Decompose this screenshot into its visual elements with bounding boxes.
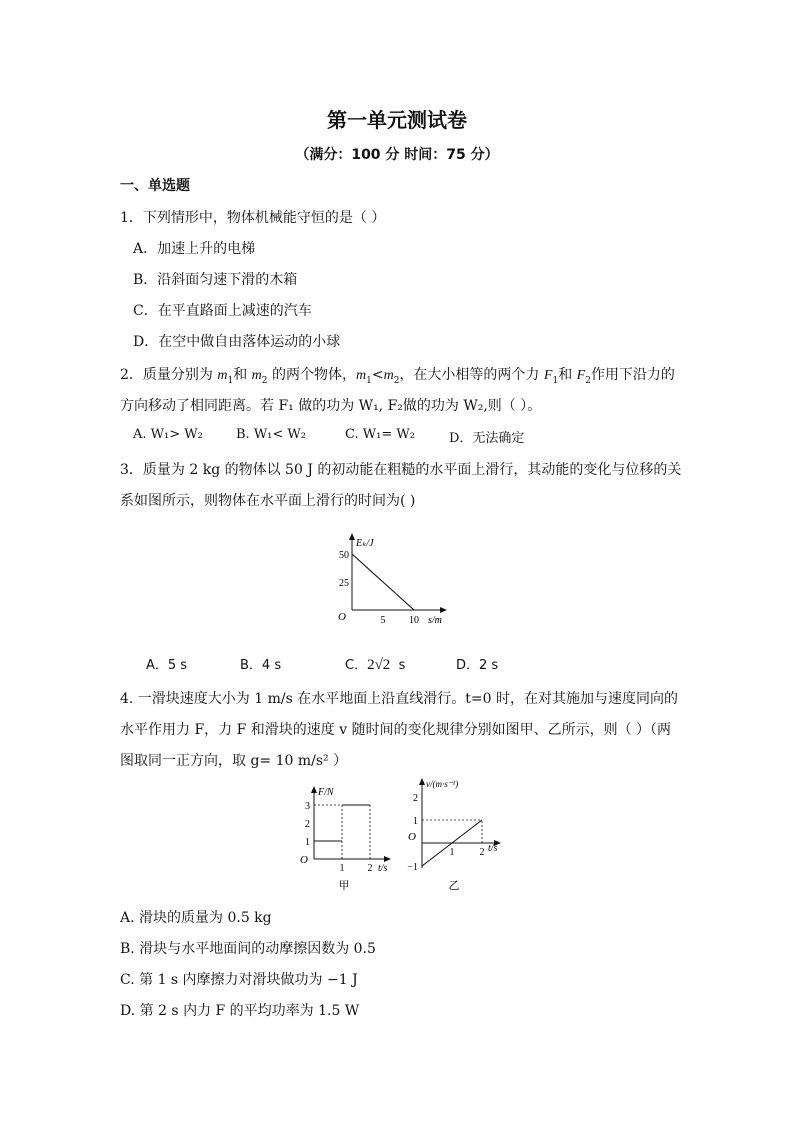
y-tick-label: 50	[339, 550, 349, 561]
question-2-line-2: 方向移动了相同距离。若 F₁ 做的功为 W₁, F₂做的功为 W₂,则（ ）。	[120, 398, 542, 414]
section-heading: 一、单选题	[120, 178, 190, 194]
origin-label: O	[338, 611, 346, 623]
x-axis-label: s/m	[428, 615, 442, 626]
y-axis-arrow	[419, 778, 425, 785]
question-1-option-d: D．在空中做自由落体运动的小球	[133, 334, 341, 350]
q3-option-c-unit: s	[398, 658, 406, 673]
q2-text-d: ，在大小相等的两个力	[399, 367, 544, 383]
y-tick-label: 1	[413, 816, 418, 827]
question-3-option-b: B．4 s	[240, 658, 282, 673]
x-tick-label: 2	[367, 863, 373, 874]
question-3-option-c	[345, 654, 405, 674]
y-axis-label: v/(m·s⁻¹)	[426, 779, 459, 789]
chart-caption: 乙	[448, 880, 460, 892]
page-title: 第一单元测试卷	[327, 108, 467, 132]
y-axis-label: F/N	[318, 787, 334, 798]
y-tick-label: 3	[305, 801, 310, 812]
x-tick-label: 10	[409, 615, 419, 626]
question-3-option-a: A．5 s	[146, 658, 188, 673]
origin-label: O	[408, 831, 416, 843]
chart-caption: 甲	[338, 880, 350, 892]
q2-text-a: 2．质量分别为	[120, 367, 218, 383]
x-axis-arrow	[440, 607, 447, 613]
question-4-line-1: 4. 一滑块速度大小为 1 m/s 在水平地面上沿直线滑行。t=0 时，在对其施加与速度同向的	[120, 691, 678, 707]
question-4-line-2: 水平作用力 F，力 F 和滑块的速度 v 随时间的变化规律分别如图甲、乙所示，则（ ）（两	[120, 722, 672, 738]
velocity-time-chart	[400, 779, 510, 893]
y-tick-label: 25	[339, 578, 349, 589]
q2-text-b: 和	[233, 367, 252, 383]
x-tick-label: 1	[339, 863, 345, 874]
question-3-line-2: 系如图所示，则物体在水平面上滑行的时间为( )	[120, 493, 416, 509]
q3-option-c-value: 2√2	[367, 657, 391, 673]
question-4-option-d: D. 第 2 s 内力 F 的平均功率为 1.5 W	[120, 1003, 360, 1019]
y-axis-label: Eₖ/J	[356, 538, 374, 549]
x-tick-label: 1	[449, 847, 455, 858]
question-4-line-3: 图取同一正方向，取 g= 10 m/s² ）	[120, 753, 348, 769]
question-2-option-d: D．无法确定	[449, 431, 525, 446]
question-1-stem: 1．下列情形中，物体机械能守恒的是（ ）	[120, 210, 386, 226]
question-1-option-a: A．加速上升的电梯	[133, 241, 256, 257]
question-4-option-c: C. 第 1 s 内摩擦力对滑块做功为 −1 J	[120, 972, 358, 988]
y-tick-label: −1	[407, 862, 418, 873]
y-tick-label: 1	[305, 837, 310, 848]
q2-text-e: 和	[558, 367, 577, 383]
origin-label: O	[300, 854, 308, 866]
y-axis-arrow	[311, 786, 317, 793]
question-4-option-a: A. 滑块的质量为 0.5 kg	[120, 910, 272, 926]
question-2-line-1: 2．质量分别为 $m_1$和 $m_2$ 的两个物体，$m_1<m_2$，在大小相等的两个力 $F_1$和 $F_2$作用下沿力的	[120, 367, 675, 386]
x-axis-label: t/s	[378, 863, 388, 874]
x-axis-label: t/s	[488, 843, 498, 854]
question-1-option-b: B．沿斜面匀速下滑的木箱	[133, 272, 298, 288]
force-time-chart	[296, 785, 396, 893]
q2-text-c: 的两个物体，	[267, 367, 356, 383]
question-2-option-a: A. W₁> W₂	[133, 427, 203, 442]
y-tick-label: 2	[413, 793, 418, 804]
x-axis-arrow	[384, 856, 391, 862]
question-2-option-c: C. W₁= W₂	[345, 427, 415, 442]
q2-text-f: 作用下沿力的	[590, 367, 675, 383]
page-subtitle: （满分：100 分 时间：75 分）	[295, 147, 499, 163]
data-line	[352, 554, 414, 610]
x-tick-label: 5	[380, 615, 386, 626]
question-1-option-c: C．在平直路面上减速的汽车	[133, 303, 312, 319]
q3-option-c-label: C．	[345, 658, 368, 673]
x-tick-label: 2	[479, 847, 485, 858]
y-tick-label: 2	[305, 819, 310, 830]
question-2-option-b: B. W₁< W₂	[236, 427, 306, 442]
question-3-line-1: 3．质量为 2 kg 的物体以 50 J 的初动能在粗糙的水平面上滑行，其动能的变化与位移的关	[120, 462, 682, 478]
question-4-option-b: B. 滑块与水平地面间的动摩擦因数为 0.5	[120, 941, 376, 957]
y-axis-arrow	[349, 533, 355, 540]
question-3-option-d: D．2 s	[456, 658, 499, 673]
kinetic-energy-chart	[330, 528, 460, 630]
